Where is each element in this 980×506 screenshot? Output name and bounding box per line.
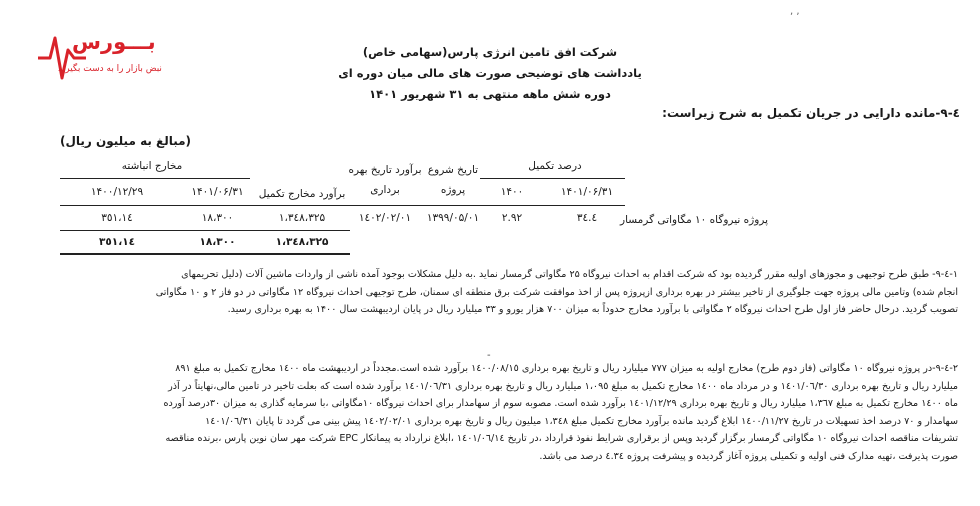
col-completion-1400: ۱۴۰۰ <box>500 186 524 198</box>
note-2-line: تشریفات مناقصه احداث نیروگاه ۱۰ مگاواتی گرمسار برگزار گردید وپس از برقراری شرایط نفوذ قرارداد ،در تاریخ ۱٤۰۱/۰٦/۱٤ ،ابلاغ نرارداد به پیمانکار EPC شرکت مهر سان نوین پارس ،برنده مناقصه <box>165 433 958 444</box>
separator-dash: - <box>487 350 491 361</box>
total-accumulated-1400: ۱٤،۳٥۱ <box>98 236 136 248</box>
notes-title: یادداشت های توضیحی صورت های مالی میان دوره ای <box>338 66 642 80</box>
row-start-date: ۱۳۹۹/۰۵/۰۱ <box>426 212 480 224</box>
brand-name: بـــورس <box>72 30 156 54</box>
document-header <box>300 42 680 105</box>
brand-tagline: نبض بازار را به دست بگیرید <box>58 64 162 74</box>
rule-completion <box>480 178 625 179</box>
note-2-line: ماه ۱٤۰۰ مخارج تکمیل به مبلغ ۱،۳٦۷ میلیارد ریال و تاریخ بهره برداری ۱٤۰۱/۱۲/۲۹ برآورد شده است. مصوبه سوم از سهامدار برای احداث نیروگاه ۱۰مگاواتی ،با سرمایه گذاری به میزان ۳۰درصد آورده <box>163 398 958 409</box>
row-label: پروژه نیروگاه ۱۰ مگاواتی گرمسار <box>620 214 768 226</box>
row-accumulated-1400: ۱٤،۳٥۱ <box>101 212 133 224</box>
col-start-date-l2: پروژه <box>440 184 466 196</box>
col-exploitation-l1: برآورد تاریخ بهره <box>348 164 422 176</box>
note-2-line: صورت پذیرفت ،تهیه مدارک فنی اولیه و تکمیلی پروژه آغاز گردیده و پیشرفت پروژه ٤.۳٤ درصد می باشد. <box>539 450 958 462</box>
row-accumulated-1401: ۱۸،۳۰۰ <box>201 212 234 224</box>
group-header-accumulated: مخارج انباشته <box>121 160 183 172</box>
row-exploitation-date: ۱٤۰۲/۰۲/۰۱ <box>358 212 412 224</box>
note-2-line: ۲-٤-۹-در پروژه نیروگاه ۱۰ مگاواتی (فاز دوم طرح) مخارج اولیه به میزان ۷۷۷ میلیارد ریال و تاریخ بهره برداری ۱٤۰۰/۰۸/۱٥ برآورد شده است.مجدداً در اردیبهشت ماه ۱٤۰۰ مخارج تکمیل به مبلغ ۸۹۱ <box>175 363 958 374</box>
group-header-completion: درصد تکمیل <box>528 160 582 172</box>
row-completion-1400: ۲.۹۲ <box>501 212 523 224</box>
rule-total-top <box>60 230 350 231</box>
note-1-line: انجام شده) وتامین مالی پروژه جهت جلوگیری از تاخیر بیشتر در بهره برداری ازپروژه پس از اخذ موافقت شرکت برق منطقه ای سمنان، طرح توجیهی احداث نیروگاه ۱۲ مگاواتی در دو فاز ۲ و ۱۰ مگاواتی <box>155 286 958 298</box>
total-completion-cost: ۱،۳٤۸،۳۲۵ <box>275 236 329 248</box>
note-1-line: ۱-٤-۹- طبق طرح توجیهی و مجوزهای اولیه مقرر گردیده بود که شرکت اقدام به احداث نیروگاه ۲۵ مگاواتی گرمسار نماید .به دلیل مشکلات بوجود آمده ناشی از واردات ماشین آلات (دلیل تحریمهای <box>181 269 958 280</box>
col-accumulated-1401: ۱۴۰۱/۰۶/۳۱ <box>191 186 244 198</box>
company-name: شرکت افق تامین انرژی پارس(سهامی خاص) <box>362 45 618 59</box>
amount-unit: (مبالغ به میلیون ریال) <box>60 134 192 148</box>
section-title: ٤-۹-مانده دارایی در جریان تکمیل به شرح زیراست: <box>662 106 960 120</box>
col-accumulated-1400: ۱۴۰۰/۱۲/۲۹ <box>90 186 144 198</box>
note-2-line: میلیارد ریال و تاریخ بهره برداری ۱٤۰۱/۰٦/۳۰ و در مرداد ماه ۱٤۰۰ مخارج تکمیل به مبلغ ۱،۰۹٥ میلیارد ریال و تاریخ بهره برداری ۱٤۰۱/۰٦/۳۱ برآورد شده است که بعلت تاخیر در تامین مالی،نهایتاً در آذر <box>168 380 958 392</box>
note-1-line: تصویب گردید. درحال حاضر فاز اول طرح احداث نیروگاه ۲ مگاواتی با برآورد مخارج حدوداً به میزان ۷۰۰ هزار یورو و ۳۳ میلیارد ریال در پایان اردیبهشت سال ۱۴۰۰ به بهره برداری رسید. <box>227 304 958 315</box>
corner-marks: , , <box>790 6 800 17</box>
note-2-line: سهامدار و ۷۰ درصد اخذ تسهیلات در تاریخ ۱٤۰۰/۱۱/۲۷ ابلاغ گردید مانده برآورد مخارج تکمیل مبلغ ۱،۳٤۸ میلیون ریال و تاریخ بهره برداری ۱٤۰۲/۰۲/۰۱ پیش بینی می گردد تا پایان ۱٤۰۱/۰٦/۳۱ <box>205 415 958 427</box>
period-title: دوره شش ماهه منتهی به ۳۱ شهریور ۱۴۰۱ <box>369 87 611 101</box>
col-completion-1401: ۱۴۰۱/۰۶/۳۱ <box>560 186 614 198</box>
col-exploitation-l2: برداری <box>370 184 400 196</box>
row-completion-1401: ٤.۳٤ <box>576 212 598 224</box>
row-completion-cost: ۱،۳٤۸،۳۲۵ <box>278 212 326 224</box>
col-completion-cost: برآورد مخارج تکمیل <box>258 188 346 200</box>
rule-total-bottom <box>60 253 350 255</box>
total-accumulated-1401: ۱۸،۳۰۰ <box>199 236 236 248</box>
rule-accumulated <box>60 178 250 179</box>
note-2 <box>23 360 958 465</box>
rule-header-bottom <box>60 205 625 206</box>
note-1 <box>23 266 958 319</box>
col-start-date-l1: تاریخ شروع <box>427 164 479 176</box>
